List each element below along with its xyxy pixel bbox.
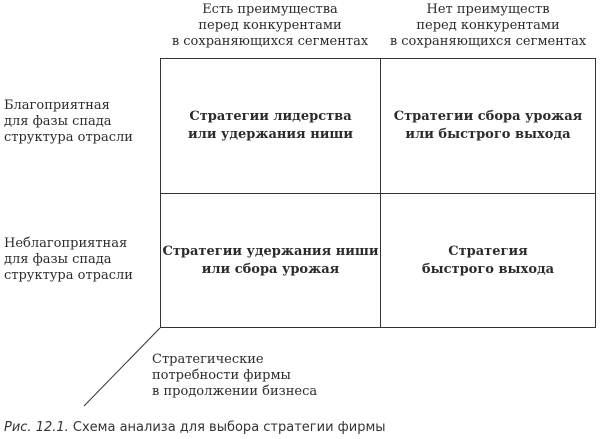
cell-leadership-or-niche: Стратегии лидерства или удержания ниши: [188, 109, 353, 142]
cell-quick-exit: Стратегия быстрого выхода: [421, 243, 555, 277]
corner-label-strategic-needs: Стратегические потребности фирмы в продолжении бизнеса: [152, 352, 318, 399]
figure-caption-number: Рис. 12.1.: [4, 420, 69, 435]
column-header-advantages: Есть преимущества перед конкурентами в сохраняющихся сегментах: [171, 2, 369, 49]
row-label-favorable: Благоприятная для фазы спада структура отрасли: [4, 98, 133, 145]
cell-harvest-or-quick-exit: Стратегии сбора урожая или быстрого выхода: [393, 109, 583, 142]
column-header-no-advantages: Нет преимуществ перед конкурентами в сохраняющихся сегментах: [389, 2, 587, 49]
row-label-unfavorable: Неблагоприятная для фазы спада структура отрасли: [4, 236, 133, 283]
cell-niche-or-harvest: Стратегии удержания ниши или сбора урожая: [162, 243, 379, 277]
figure-caption-text: Схема анализа для выбора стратегии фирмы: [68, 420, 386, 435]
figure-caption: [4, 420, 386, 436]
